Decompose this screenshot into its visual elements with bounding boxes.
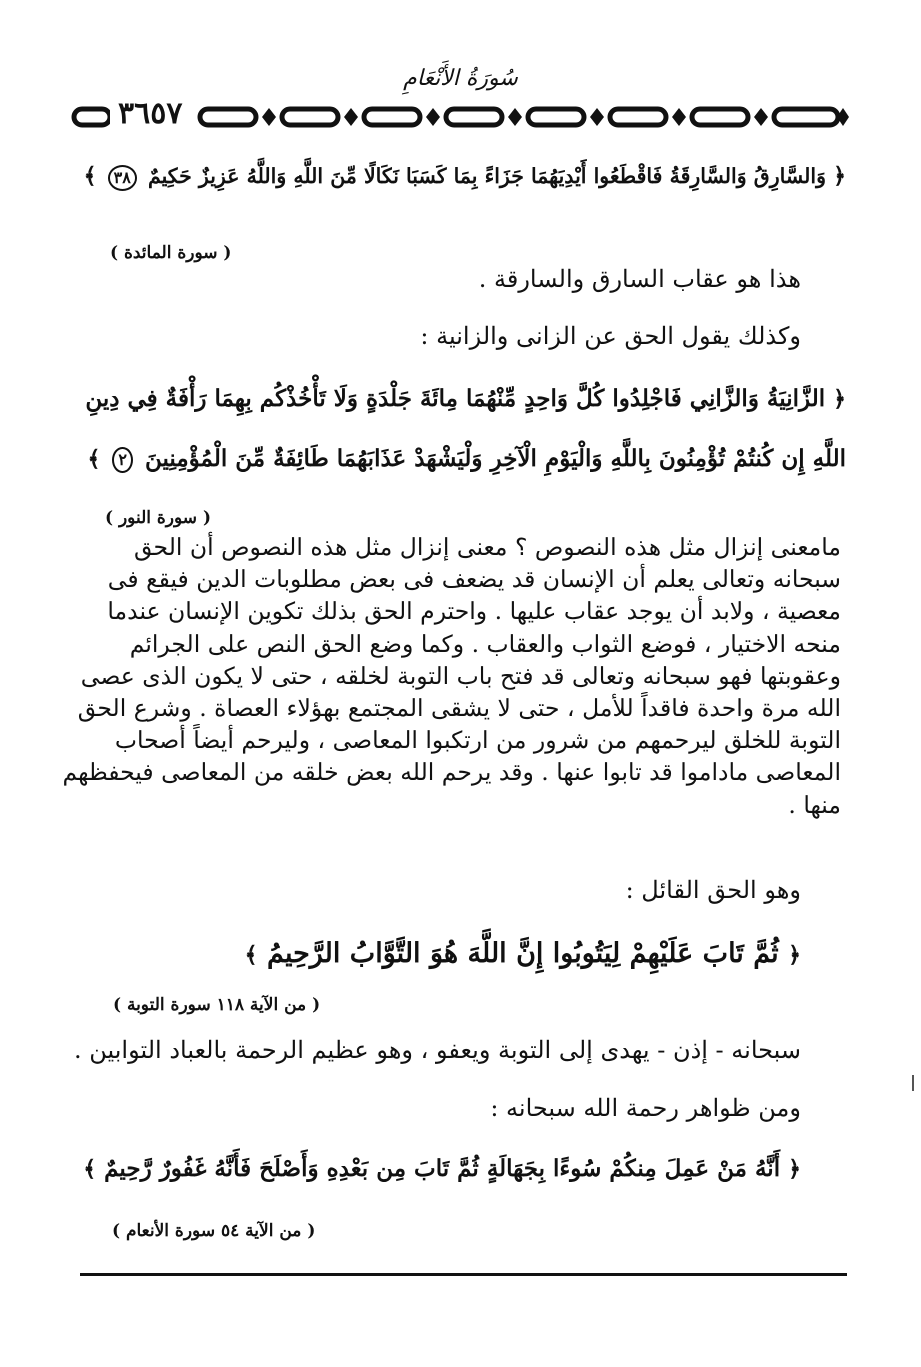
verse-source: ( سورة المائدة ) — [110, 243, 232, 263]
surah-title: سُورَةُ الأَنْعَامِ — [403, 66, 518, 91]
verse-open-ornament: ﴿ — [833, 163, 846, 189]
verse-text: وَالسَّارِقُ وَالسَّارِقَةُ فَاقْطَعُوا أَيْدِيَهُمَا جَزَاءً بِمَا كَسَبَا نَكَالًا مِّنَ اللَّهِ وَاللَّهُ عَزِيزٌ حَكِيمٌ — [147, 164, 826, 188]
paragraph: ومن ظواهر رحمة الله سبحانه : — [490, 1094, 801, 1122]
verse-text: الزَّانِيَةُ وَالزَّانِي فَاجْلِدُوا كُلَّ وَاحِدٍ مِّنْهُمَا مِائَةَ جَلْدَةٍ وَلَا تَأْخُذْكُم بِهِمَا رَأْفَةٌ فِي دِينِ — [85, 385, 826, 412]
verse-close-ornament: ﴾ — [87, 446, 101, 472]
verse-al-maidah-38 — [75, 163, 846, 191]
paragraph-line: معصية ، ولابد أن يوجد عقاب عليها . واحترم الحق بذلك تكوين الإنسان عندما — [107, 597, 841, 626]
verse-source: ( من الآية ٥٤ سورة الأنعام ) — [112, 1221, 316, 1241]
explanation-paragraph — [41, 531, 841, 821]
verse-close-ornament: ﴾ — [83, 163, 97, 189]
paragraph-line: سبحانه وتعالى يعلم أن الإنسان قد يضعف فى بعض مطلوبات الدين فيقع فى — [107, 565, 841, 594]
margin-mark — [912, 1075, 914, 1091]
page-number: ٣٦٥٧ — [110, 96, 190, 131]
paragraph-line: الله مرة واحدة فاقداً للأمل ، حتى لا يشقى المجتمع بهؤلاء العصاة . وشرع الحق — [77, 694, 841, 723]
paragraph: هذا هو عقاب السارق والسارقة . — [478, 265, 801, 293]
verse-text: أَنَّهُ مَنْ عَمِلَ مِنكُمْ سُوءًا بِجَهَالَةٍ ثُمَّ تَابَ مِن بَعْدِهِ وَأَصْلَحَ فَأَنَّهُ غَفُورٌ رَّحِيمٌ — [104, 1155, 781, 1182]
verse-open-ornament: ﴿ — [788, 1156, 801, 1182]
verse-at-tawbah-118 — [75, 938, 801, 969]
verse-text: اللَّهِ إِن كُنتُمْ تُؤْمِنُونَ بِاللَّهِ وَالْيَوْمِ الْآخِرِ وَلْيَشْهَدْ عَذَابَهُمَا طَائِفَةٌ مِّنَ الْمُؤْمِنِينَ — [144, 445, 846, 472]
verse-al-anam-54 — [75, 1155, 801, 1182]
bottom-rule — [80, 1273, 847, 1276]
verse-text: ثُمَّ تَابَ عَلَيْهِمْ لِيَتُوبُوا إِنَّ اللَّهَ هُوَ التَّوَّابُ الرَّحِيمُ — [266, 938, 779, 969]
verse-close-ornament: ﴾ — [83, 1156, 97, 1182]
ayah-number: ٣٨ — [108, 165, 137, 191]
paragraph: سبحانه - إذن - يهدى إلى التوبة ويعفو ، وهو عظيم الرحمة بالعباد التوابين . — [73, 1036, 801, 1064]
paragraph-line: مامعنى إنزال مثل هذه النصوص ؟ معنى إنزال مثل هذه النصوص أن الحق — [133, 533, 841, 561]
verse-an-nur-2-line2 — [75, 445, 846, 473]
paragraph-line: وعقوبتها فهو سبحانه وتعالى قد فتح باب التوبة لخلقه ، حتى لا يكون الذى عصى — [80, 661, 841, 690]
paragraph-line: التوبة للخلق ليرحمهم من شرور من ارتكبوا المعاصى ، وليرحم أيضاً أصحاب — [114, 726, 841, 755]
verse-source: ( سورة النور ) — [105, 508, 212, 528]
paragraph: وهو الحق القائل : — [625, 876, 801, 904]
paragraph: وكذلك يقول الحق عن الزانى والزانية : — [420, 322, 801, 350]
verse-open-ornament: ﴿ — [833, 386, 846, 412]
paragraph-line: منها . — [788, 790, 841, 819]
verse-open-ornament: ﴿ — [788, 942, 801, 968]
paragraph-line: المعاصى ماداموا قد تابوا عنها . وقد يرحم الله بعض خلقه من المعاصى فيحفظهم — [62, 758, 841, 787]
ayah-number: ٢ — [112, 447, 133, 473]
verse-source: ( من الآية ١١٨ سورة التوبة ) — [113, 995, 321, 1015]
paragraph-line: منحه الاختيار ، فوضع الثواب والعقاب . وكما وضع الحق النص على الجرائم — [129, 629, 841, 658]
verse-an-nur-2-line1 — [75, 385, 846, 412]
verse-close-ornament: ﴾ — [244, 942, 258, 968]
